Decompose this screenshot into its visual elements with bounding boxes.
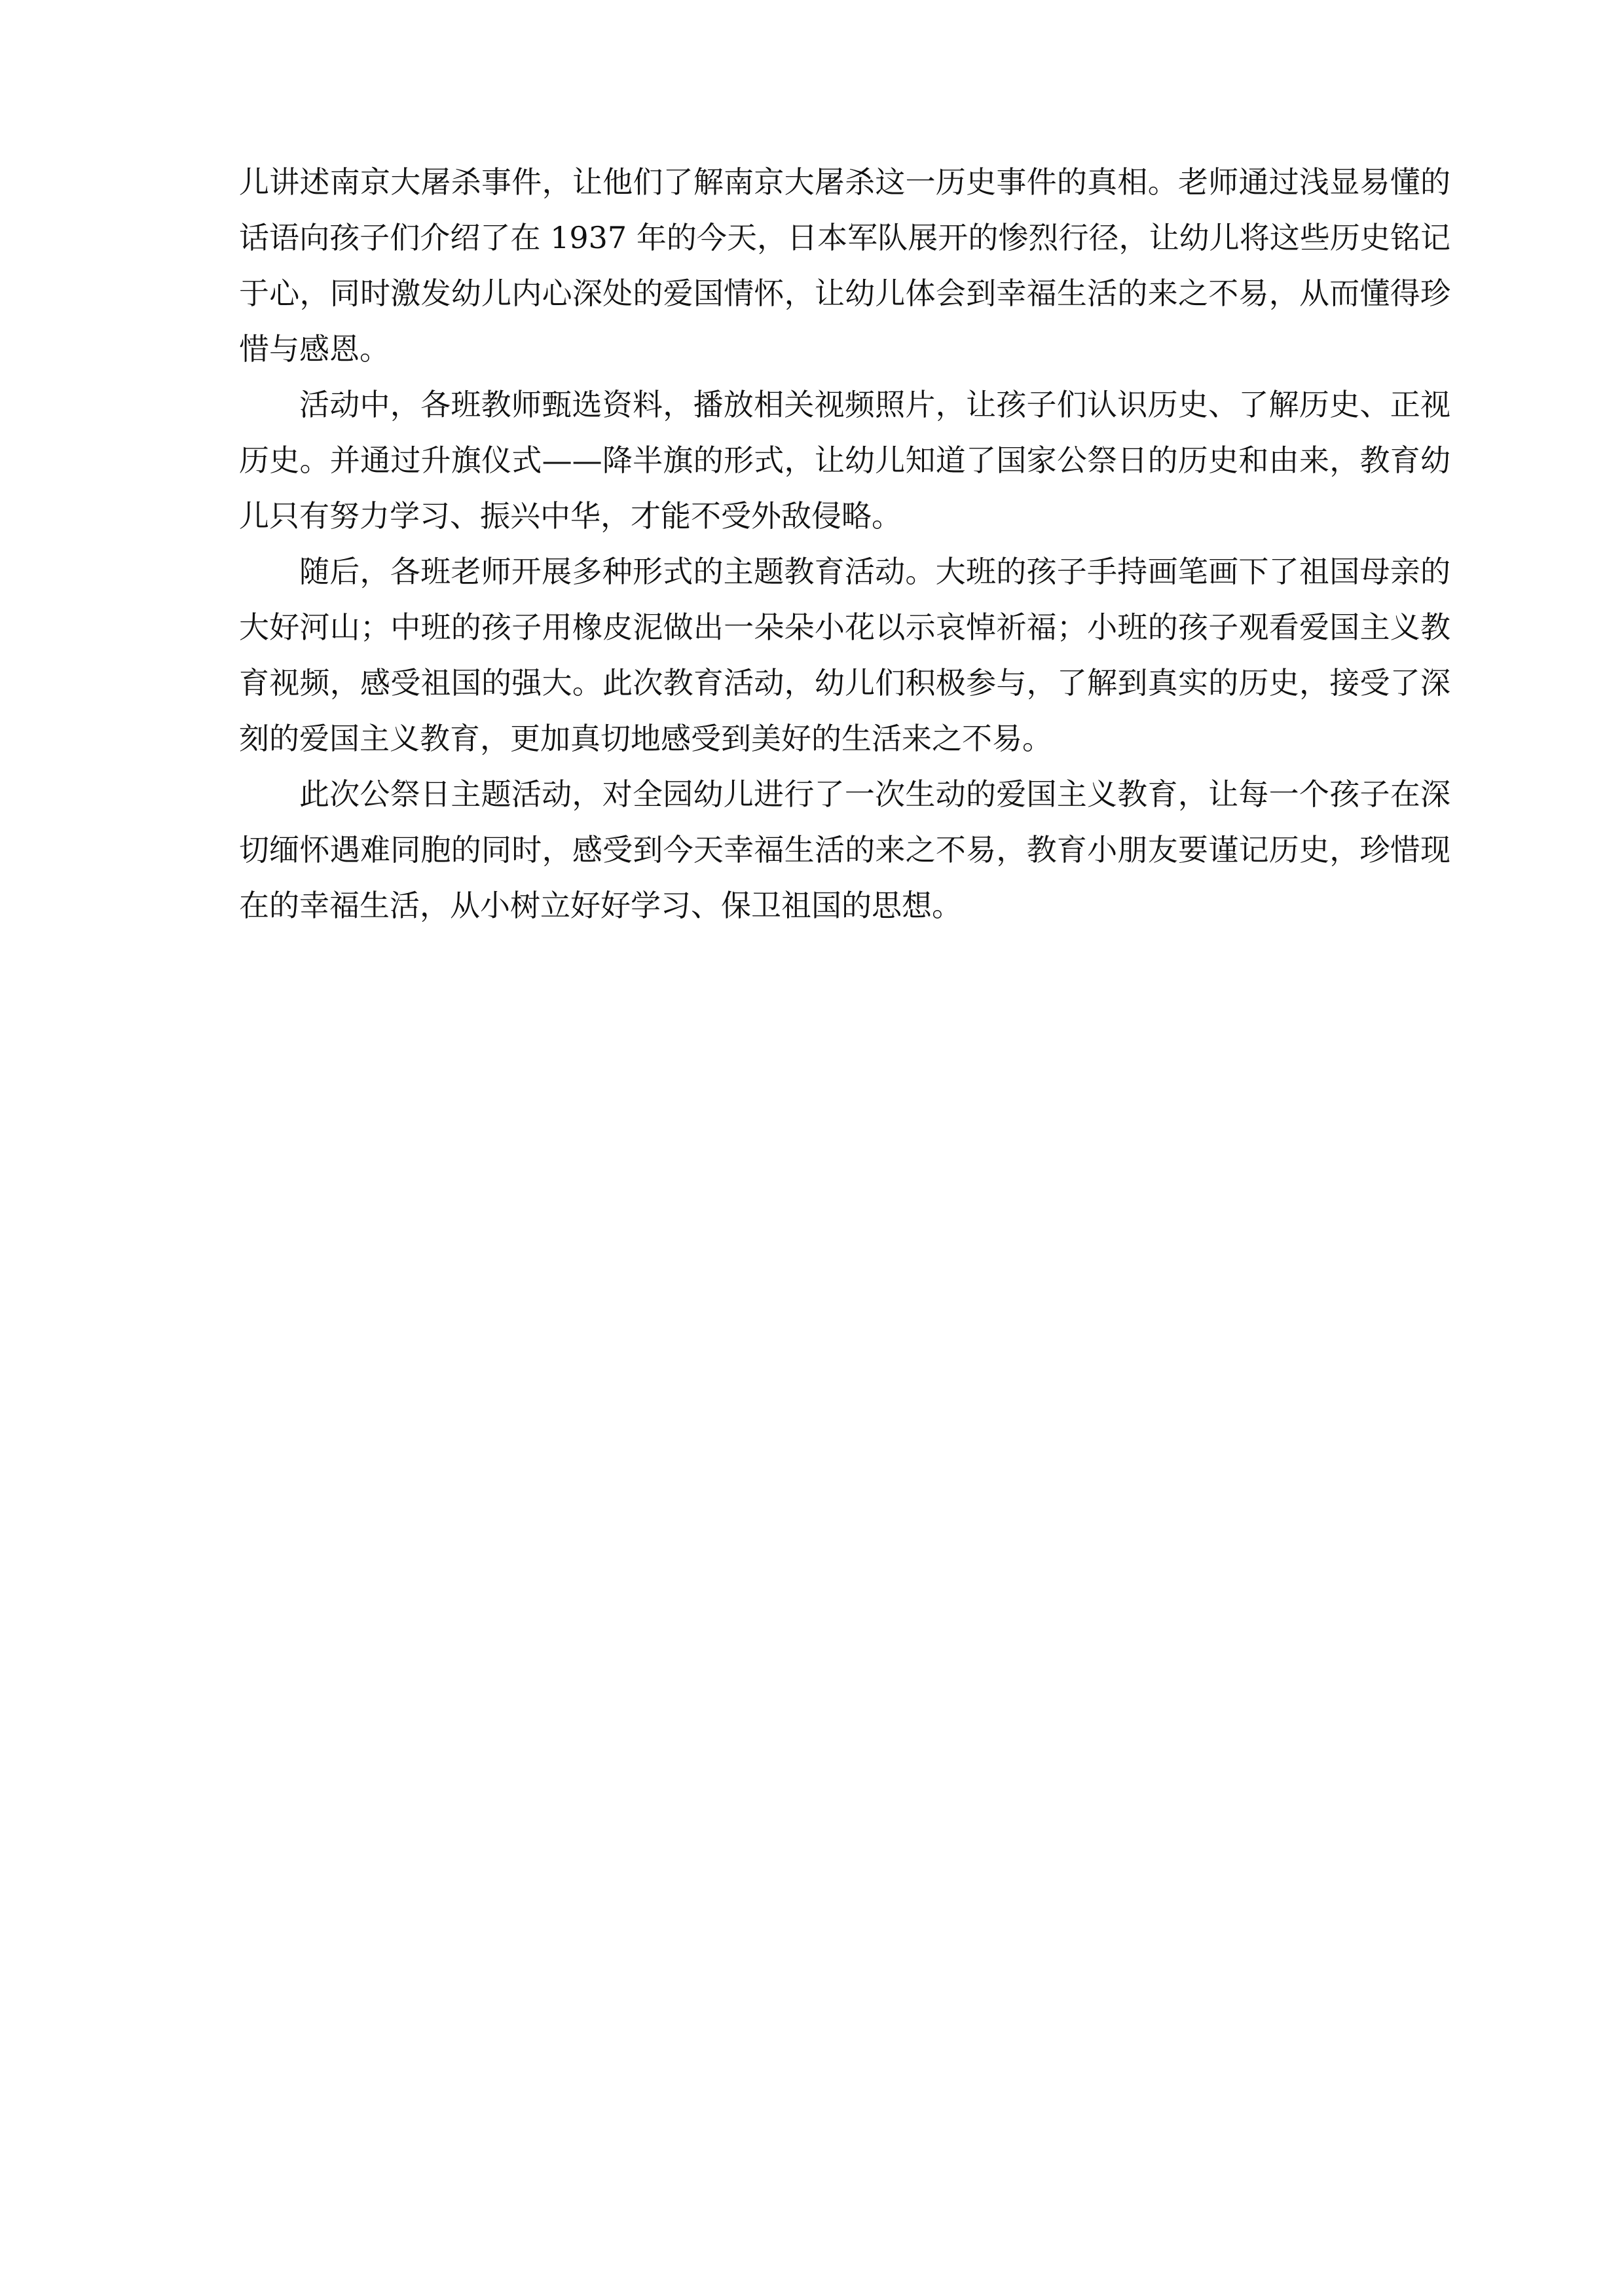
paragraph-class-activities: 随后，各班老师开展多种形式的主题教育活动。大班的孩子手持画笔画下了祖国母亲的大好河山；中班的孩子用橡皮泥做出一朵朵小花以示哀悼祈福；小班的孩子观看爱国主义教育视频，感受祖国的强大。此次教育活动，幼儿们积极参与，了解到真实的历史，接受了深刻的爱国主义教育，更加真切地感受到美好的生活来之不易。 [239,554,1450,756]
paragraph-summary: 此次公祭日主题活动，对全园幼儿进行了一次生动的爱国主义教育，让每一个孩子在深切缅怀遇难同胞的同时，感受到今天幸福生活的来之不易，教育小朋友要谨记历史，珍惜现在的幸福生活，从小树立好好学习、保卫祖国的思想。 [239,776,1450,923]
paragraph-continuation: 儿讲述南京大屠杀事件，让他们了解南京大屠杀这一历史事件的真相。老师通过浅显易懂的话语向孩子们介绍了在 1937 年的今天，日本军队展开的惨烈行径，让幼儿将这些历史铭记于心，同时激发幼儿内心深处的爱国情怀，让幼儿体会到幸福生活的来之不易，从而懂得珍惜与感恩。 [239,164,1450,367]
document-body [239,155,1450,934]
paragraph-activity: 活动中，各班教师甄选资料，播放相关视频照片，让孩子们认识历史、了解历史、正视历史。并通过升旗仪式——降半旗的形式，让幼儿知道了国家公祭日的历史和由来，教育幼儿只有努力学习、振兴中华，才能不受外敌侵略。 [239,387,1450,534]
